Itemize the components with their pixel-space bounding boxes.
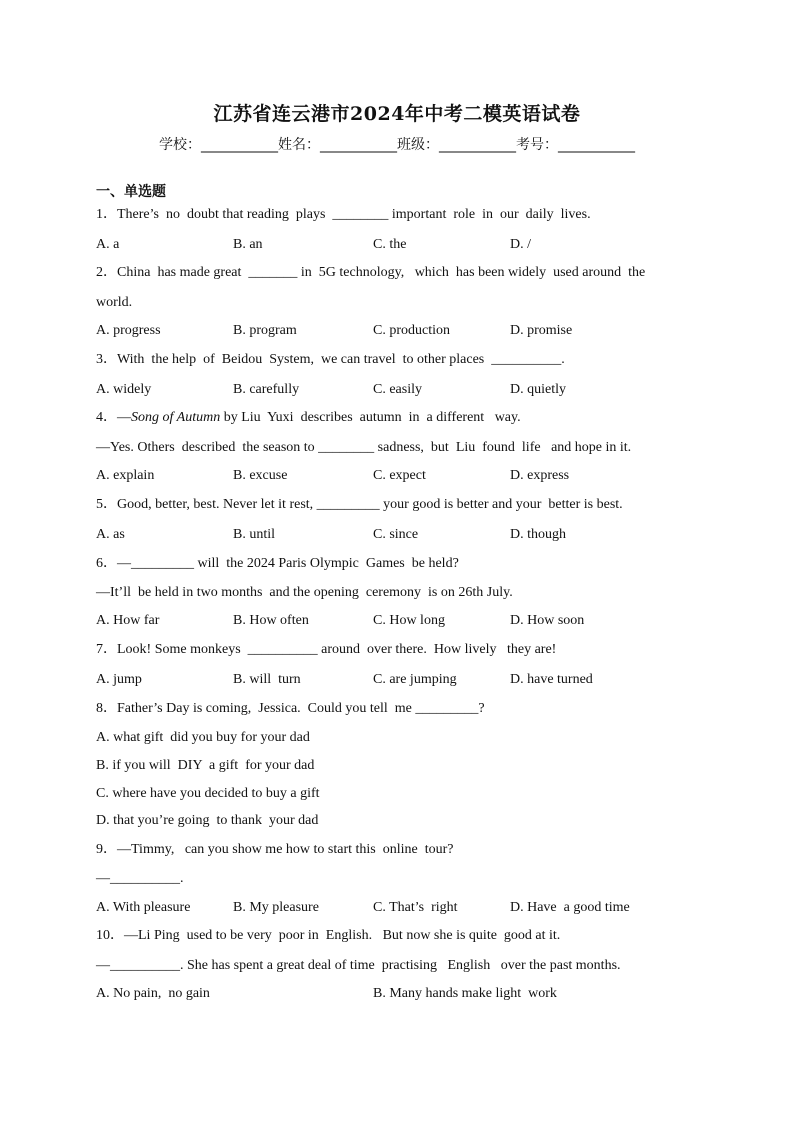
option-b: B. an: [233, 237, 263, 252]
option-c: C. That’s right: [373, 900, 458, 915]
option-c: C. the: [373, 237, 407, 252]
question-10-options: [96, 985, 716, 1003]
section-heading: 一、单选题: [96, 184, 166, 200]
option-c: C. expect: [373, 468, 426, 483]
option-c: C. are jumping: [373, 672, 457, 687]
option-d: D. that you’re going to thank your dad: [96, 813, 319, 828]
option-b: B. until: [233, 527, 276, 542]
page-title: 江苏省连云港市2024年中考二模英语试卷: [213, 103, 581, 125]
question-5: 5．Good, better, best. Never let it rest, _________ your good is better and your better is best.: [96, 497, 623, 512]
question-4-rest: by Liu Yuxi describes autumn in a different way.: [220, 410, 521, 425]
option-d: D. though: [510, 527, 566, 542]
question-9: 9．—Timmy, can you show me how to start this online tour?: [96, 842, 454, 857]
option-d: D. /: [510, 237, 531, 252]
question-4-prefix: 4．—: [96, 410, 131, 425]
option-b: B. How often: [233, 613, 309, 628]
option-a: A. progress: [96, 323, 161, 338]
question-10: 10．—Li Ping used to be very poor in English. But now she is quite good at it.: [96, 928, 561, 943]
option-a: A. what gift did you buy for your dad: [96, 730, 310, 745]
option-d: D. express: [510, 468, 570, 483]
question-9-options: [96, 899, 716, 917]
question-2-cont: world.: [96, 295, 133, 310]
option-b: B. will turn: [233, 672, 301, 687]
option-d: D. have turned: [510, 672, 593, 687]
question-1: 1．There’s no doubt that reading plays ________ important role in our daily lives.: [96, 207, 591, 222]
option-c: C. How long: [373, 613, 445, 628]
question-5-options: [96, 526, 716, 544]
question-4: [96, 409, 521, 427]
option-a: A. as: [96, 527, 125, 542]
song-title: Song of Autumn: [131, 410, 221, 425]
question-6: 6．—_________ will the 2024 Paris Olympic Games be held?: [96, 556, 459, 571]
option-c: C. since: [373, 527, 419, 542]
student-info-line: 学校：___________姓名：___________班级：___________考号：___________: [159, 137, 635, 153]
option-c: C. easily: [373, 382, 422, 397]
question-7: 7．Look! Some monkeys __________ around over there. How lively they are!: [96, 642, 557, 657]
question-10-reply: —__________. She has spent a great deal of time practising English over the past months.: [96, 958, 621, 973]
question-6-options: [96, 612, 716, 630]
option-a: A. a: [96, 237, 120, 252]
option-b: B. Many hands make light work: [373, 986, 557, 1001]
question-9-reply: —__________.: [96, 871, 184, 886]
question-4-options: [96, 467, 716, 485]
question-7-options: [96, 671, 716, 689]
question-2-options: [96, 322, 716, 340]
option-b: B. My pleasure: [233, 900, 319, 915]
option-d: D. quietly: [510, 382, 566, 397]
option-a: A. With pleasure: [96, 900, 191, 915]
question-3: 3．With the help of Beidou System, we can travel to other places __________.: [96, 352, 565, 367]
question-3-options: [96, 381, 716, 399]
option-c: C. production: [373, 323, 450, 338]
option-d: D. How soon: [510, 613, 585, 628]
option-b: B. if you will DIY a gift for your dad: [96, 758, 315, 773]
option-a: A. widely: [96, 382, 152, 397]
question-4-reply: —Yes. Others described the season to ________ sadness, but Liu found life and hope in it.: [96, 440, 632, 455]
option-a: A. How far: [96, 613, 160, 628]
question-2: 2．China has made great _______ in 5G technology, which has been widely used around the: [96, 265, 646, 280]
option-d: D. Have a good time: [510, 900, 630, 915]
option-b: B. excuse: [233, 468, 288, 483]
question-8: 8．Father’s Day is coming, Jessica. Could you tell me _________?: [96, 701, 485, 716]
option-a: A. jump: [96, 672, 142, 687]
option-b: B. program: [233, 323, 297, 338]
option-b: B. carefully: [233, 382, 300, 397]
question-1-options: [96, 236, 716, 254]
option-a: A. explain: [96, 468, 155, 483]
option-a: A. No pain, no gain: [96, 986, 210, 1001]
option-c: C. where have you decided to buy a gift: [96, 786, 320, 801]
option-d: D. promise: [510, 323, 573, 338]
question-6-reply: —It’ll be held in two months and the opening ceremony is on 26th July.: [96, 585, 513, 600]
